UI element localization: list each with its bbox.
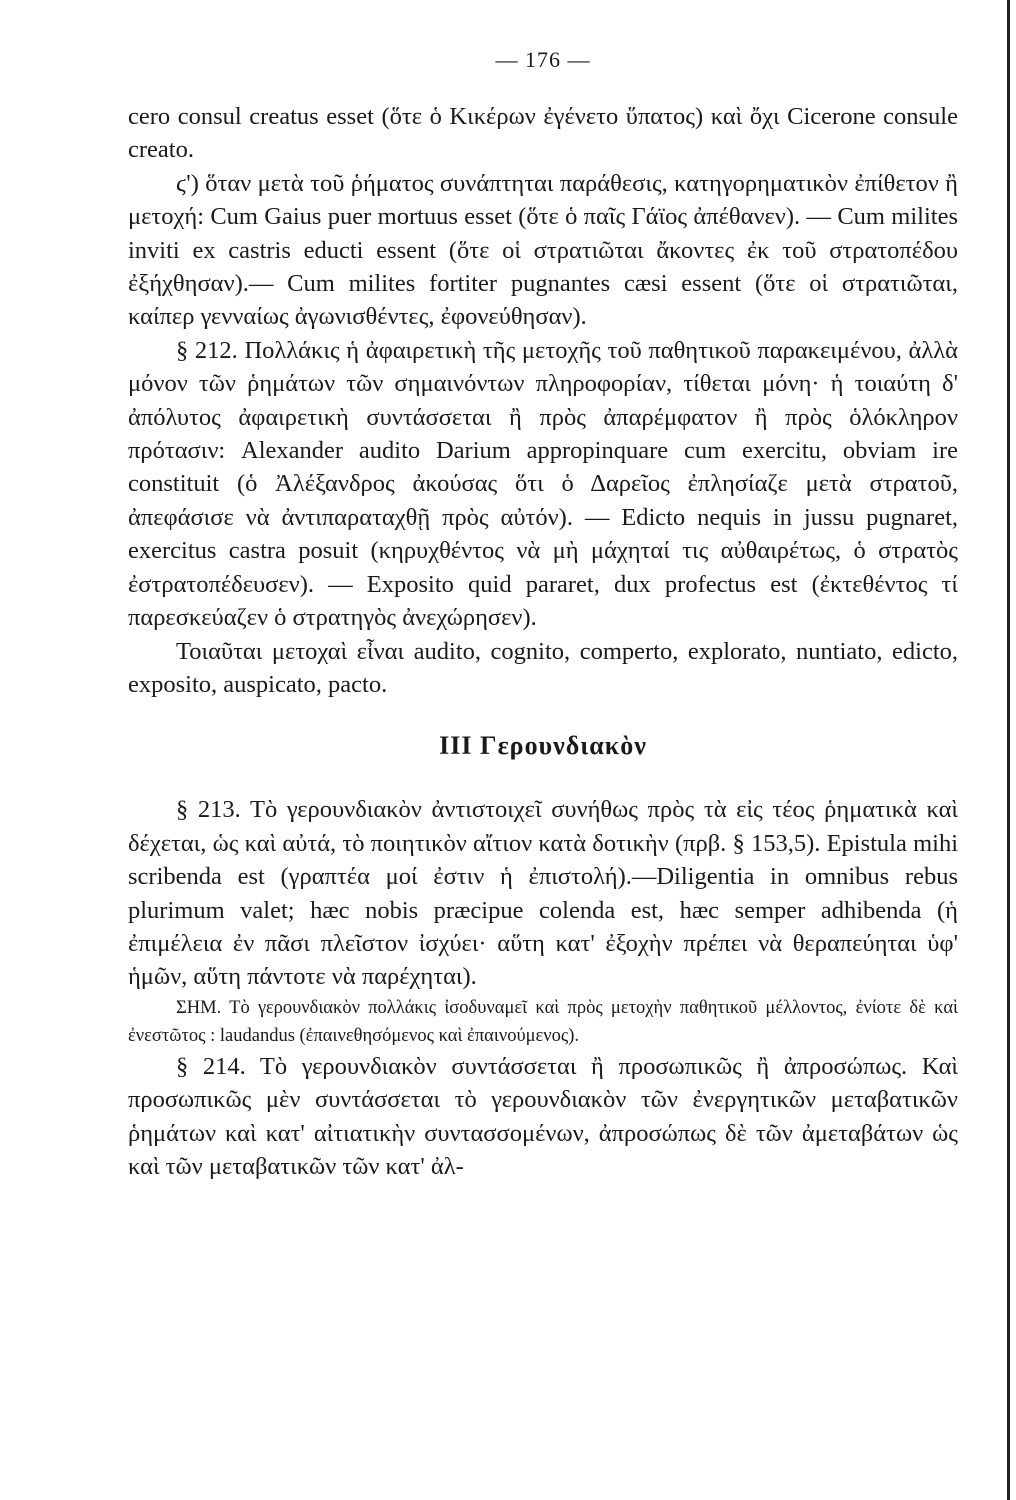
paragraph-subpoint-6: ϛ') ὅταν μετὰ τοῦ ῥήματος συνάπτηται παράθεσις, κατηγορηματικὸν ἐπίθετον ἢ μετοχή: Cum Gaius puer mortuus esset (ὅτε ὁ παῖς Γάϊος ἀπέθανεν). — Cum milites inviti ex castris educti essent (ὅτε οἱ στρατιῶται ἄκοντες ἐκ τοῦ στρατοπέδου ἐξήχθησαν).— Cum milites fortiter pugnantes cæsi essent (ὅτε οἱ στρατιῶται, καίπερ γενναίως ἀγωνισθέντες, ἐφονεύθησαν). <box>128 169 958 331</box>
page-number: — 176 — <box>495 47 591 72</box>
paragraph-section-212: § 212. Πολλάκις ἡ ἀφαιρετικὴ τῆς μετοχῆς τοῦ παθητικοῦ παρακειμένου, ἀλλὰ μόνον τῶν ῥημάτων τῶν σημαινόντων πληροφορίαν, τίθεται μόνη· ἡ τοιαύτη δ' ἀπόλυτος ἀφαιρετικὴ συντάσσεται ἢ πρὸς ἀπαρέμφατον ἢ πρὸς ὁλόκληρον πρότασιν: Alexander audito Darium appropinquare cum exercitu, obviam ire constituit (ὁ Ἀλέξανδρος ἀκούσας ὅτι ὁ Δαρεῖος ἐπλησίαζε μετὰ στρατοῦ, ἀπεφάσισε νὰ ἀντιπαραταχθῇ πρὸς αὐτόν). — Edicto nequis in jussu pugnaret, exercitus castra posuit (κηρυχθέντος νὰ μὴ μάχηταί τις αὐθαιρέτως, ὁ στρατὸς ἐστρατοπέδευσεν). — Exposito quid pararet, dux profectus est (ἐκτεθέντος τί παρεσκεύαζεν ὁ στρατηγὸς ἀνεχώρησεν). <box>128 336 958 632</box>
paragraph-section-214: § 214. Τὸ γερουνδιακὸν συντάσσεται ἢ προσωπικῶς ἢ ἀπροσώπως. Καὶ προσωπικῶς μὲν συντάσσεται τὸ γερουνδιακὸν τῶν ἐνεργητικῶν μεταβατικῶν ῥημάτων καὶ κατ' αἰτιατικὴν συντασσομένων, ἀπροσώπως δὲ τῶν ἀμεταβάτων ὡς καὶ τῶν μεταβατικῶν τῶν κατ' ἀλ- <box>128 1052 958 1180</box>
note-label: ΣΗΜ. <box>176 997 222 1018</box>
paragraph-continuation: cero consul creatus esset (ὅτε ὁ Κικέρων ἐγένετο ὕπατος) καὶ ὄχι Cicerone consule creato. <box>128 103 958 164</box>
section-heading: ΙΙΙ Γερουνδιακὸν <box>439 731 647 761</box>
paragraph-section-213: § 213. Τὸ γερουνδιακὸν ἀντιστοιχεῖ συνήθως πρὸς τὰ εἰς τέος ῥηματικὰ καὶ δέχεται, ὡς καὶ αὐτά, τὸ ποιητικὸν αἴτιον κατὰ δοτικὴν (πρβ. § 153,5). Epistula mihi scribenda est (γραπτέα μοί ἐστιν ἡ ἐπιστολή).—Diligentia in omnibus rebus plurimum valet; hæc nobis præcipue colenda est, hæc semper adhibenda (ἡ ἐπιμέλεια ἐν πᾶσι πλεῖστον ἰσχύει· αὕτη κατ' ἐξοχὴν πρέπει νὰ θεραπεύηται ὑφ' ἡμῶν, αὕτη πάντοτε νὰ παρέχηται). <box>128 796 958 991</box>
scan-edge-line <box>1007 0 1010 1500</box>
paragraph-participles-list: Τοιαῦται μετοχαὶ εἶναι audito, cognito, comperto, explorato, nuntiato, edicto, exposito, auspicato, pacto. <box>128 637 958 698</box>
note-paragraph <box>128 994 958 1050</box>
note-text: Τὸ γερουνδιακὸν πολλάκις ἰσοδυναμεῖ καὶ πρὸς μετοχὴν παθητικοῦ μέλλοντος, ἐνίοτε δὲ καὶ ἐνεστῶτος : laudandus (ἐπαινεθησόμενος καὶ ἐπαινούμενος). <box>128 997 958 1046</box>
document-page <box>128 40 958 1183</box>
